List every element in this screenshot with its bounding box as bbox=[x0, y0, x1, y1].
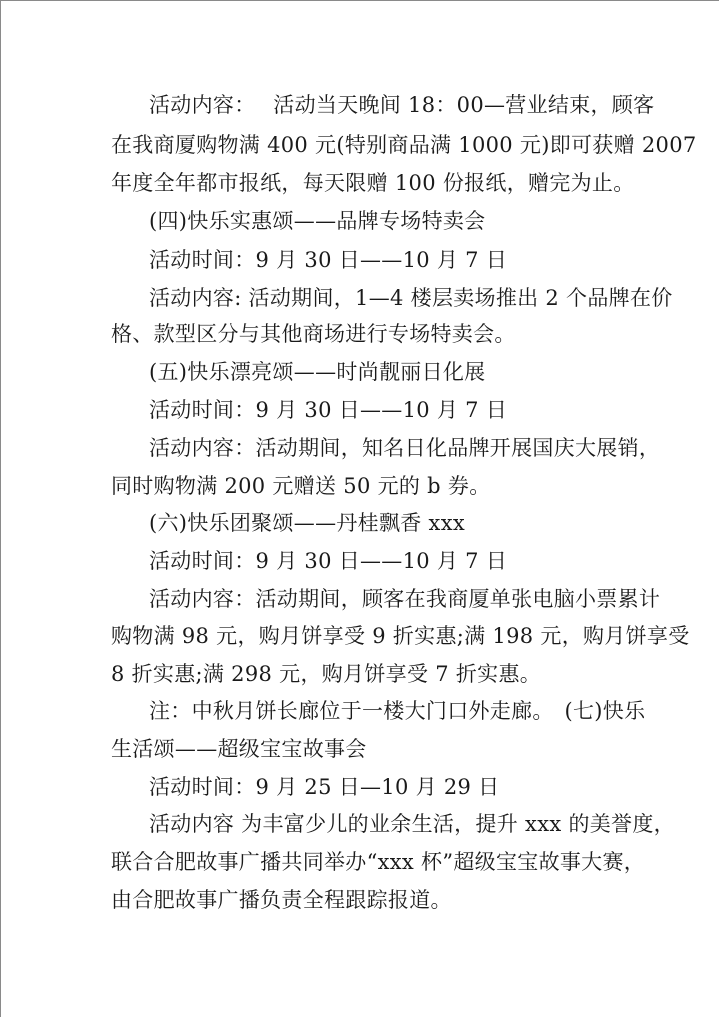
paragraph-line: 活动内容：活动期间，知名日化品牌开展国庆大展销， bbox=[149, 436, 661, 460]
section-heading: 生活颂——超级宝宝故事会 bbox=[111, 737, 367, 761]
section-heading: (五)快乐漂亮颂——时尚靓丽日化展 bbox=[149, 360, 486, 384]
paragraph-line: 购物满 98 元，购月饼享受 9 折实惠;满 198 元，购月饼享受 bbox=[111, 624, 690, 648]
paragraph-line: 同时购物满 200 元赠送 50 元的 b 券。 bbox=[111, 474, 491, 498]
paragraph-line: 活动内容 为丰富少儿的业余生活，提升 xxx 的美誉度， bbox=[149, 812, 675, 836]
paragraph-line: 活动时间：9 月 25 日—10 月 29 日 bbox=[149, 775, 500, 799]
paragraph-line: 活动内容：活动期间，顾客在我商厦单张电脑小票累计 bbox=[149, 587, 661, 611]
paragraph-line: 活动内容： 活动当天晚间 18：00—营业结束，顾客 bbox=[149, 93, 655, 117]
paragraph-line: 8 折实惠;满 298 元，购月饼享受 7 折实惠。 bbox=[111, 662, 542, 686]
paragraph-line: 年度全年都市报纸，每天限赠 100 份报纸，赠完为止。 bbox=[111, 171, 635, 195]
paragraph-line: 活动时间：9 月 30 日——10 月 7 日 bbox=[149, 248, 508, 272]
paragraph-line: 在我商厦购物满 400 元(特别商品满 1000 元)即可获赠 2007 bbox=[111, 133, 697, 157]
section-heading: (四)快乐实惠颂——品牌专场特卖会 bbox=[149, 209, 486, 233]
paragraph-line: 注：中秋月饼长廊位于一楼大门口外走廊。 (七)快乐 bbox=[149, 699, 646, 723]
paragraph-line: 活动内容: 活动期间，1—4 楼层卖场推出 2 个品牌在价 bbox=[149, 286, 673, 310]
paragraph-line: 格、款型区分与其他商场进行专场特卖会。 bbox=[111, 322, 516, 346]
section-heading: (六)快乐团聚颂——丹桂飘香 xxx bbox=[149, 511, 465, 535]
paragraph-line: 活动时间：9 月 30 日——10 月 7 日 bbox=[149, 549, 508, 573]
paragraph-line: 联合合肥故事广播共同举办“xxx 杯”超级宝宝故事大赛， bbox=[111, 850, 646, 874]
paragraph-line: 活动时间：9 月 30 日——10 月 7 日 bbox=[149, 398, 508, 422]
paragraph-line: 由合肥故事广播负责全程跟踪报道。 bbox=[111, 888, 452, 912]
